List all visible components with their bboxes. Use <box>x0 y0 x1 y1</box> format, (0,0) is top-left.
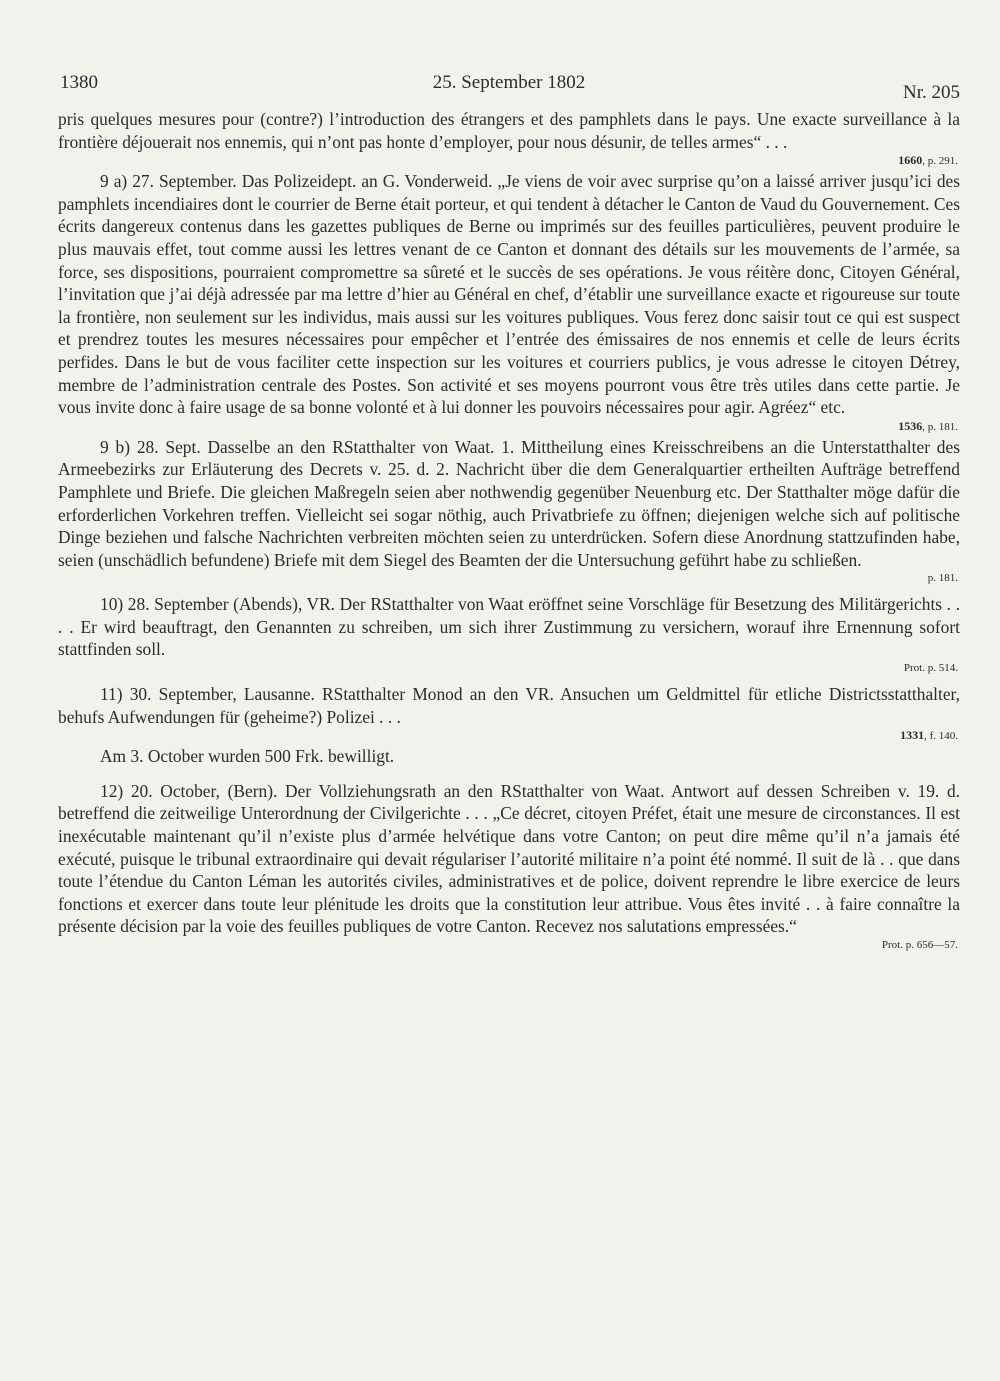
source-reference: p. 181. <box>927 572 958 585</box>
document-number: Nr. 205 <box>903 82 960 103</box>
paragraph-10-text: 10) 28. September (Abends), VR. Der RStatthalter von Waat eröffnet seine Vorschläge für Besetzung des Militärgerichts . . . . Er wird beauftragt, den Genannten zu schreiben, um sich ihrer Zustimmung zu versichern, worauf ihre Ernennung sofort stattfinden soll. <box>58 594 960 660</box>
source-number: 1331 <box>900 728 925 743</box>
paragraph-11: 11) 30. September, Lausanne. RStatthalter Monod an den VR. Ansuchen um Geldmittel für etliche Districtsstatthalter, behufs Aufwendungen für (geheime?) Polizei . . . <box>58 684 960 727</box>
running-title: 25. September 1802 <box>432 72 586 93</box>
source-reference: Prot. p. 514. <box>903 662 958 675</box>
paragraph-12: 12) 20. October, (Bern). Der Vollziehungsrath an den RStatthalter von Waat. Antwort auf dessen Schreiben v. 19. d. betreffend die zeitweilige Unterordnung der Civilgerichte . . . „Ce décret, citoyen Préfet, était une mesure de circonstances. Il est inexécutable maintenant qu’il n’existe plus d’armée helvétique dans votre Canton; on peut dire même qu’il n’a jamais été exécuté, puisque le tribunal extraordinaire qui devait régulariser l’autorité militaire n’a point été nommé. Il suit de là . . que dans toute l’étendue du Canton Léman les autorités civiles, administratives et de police, doivent reprendre le libre exercice de leurs fonctions et exercer dans toute leur plénitude les droits que la constitution leur attribue. Vous êtes invité . . à faire connaître la présente décision par la voie des feuilles publiques de votre Canton. Recevez nos salutations empressées.“ <box>58 780 960 937</box>
source-reference <box>58 417 960 436</box>
source-number: 1660 <box>898 153 923 168</box>
source-reference <box>58 726 960 745</box>
page-header <box>58 68 960 108</box>
paragraph-continuation: pris quelques mesures pour (contre?) l’introduction des étrangers et des pamphlets dans le pays. Une exacte surveillance à la frontière déjouerait nos ennemis, qui n’ont pas honte d’employer, pour nous désunir, de telles armes“ . . . <box>58 109 960 152</box>
paragraph-10 <box>58 593 960 661</box>
paragraph-9a: 9 a) 27. September. Das Polizeidept. an G. Vonderweid. „Je viens de voir avec surprise qu’on a laissé arriver jusqu’ici des pamphlets incendiaires dont le courrier de Berne était porteur, et qui tendent à détacher le Canton de Vaud du Gouvernement. Ces écrits dangereux contenus dans les gazettes publiques de Berne ou imprimés sur des feuilles particulières, peuvent produire le plus mauvais effet, tout comme aussi les lettres venant de ce Canton et donnant des détails sur les mouvements de l’armée, sa force, ses dispositions, pourraient compromettre sa sûreté et le succès de ses opérations. Je vous réitère donc, Citoyen Général, l’invitation que j’ai déjà adressée par ma lettre d’hier au Général en chef, d’établir une surveillance exacte et rigoureuse sur toute la frontière, non seulement sur les individus, mais aussi sur les voitures publiques. Vous ferez donc saisir tout ce qui est suspect et prendrez toutes les mesures nécessaires pour empêcher et l’entrée des émissaires de nos ennemis et celle de leurs écrits perfides. Dans le but de vous faciliter cette inspection sur les voitures et courriers publics, je vous adresse le citoyen Détrey, membre de l’administration centrale des Postes. Son activité et ses moyens pourront vous être très utiles dans cette partie. Je vous invite donc à faire usage de sa bonne volonté et à lui donner les pouvoirs nécessaires pour agir. Agréez“ etc. <box>58 171 960 418</box>
source-reference <box>58 151 960 170</box>
paragraph-9b: 9 b) 28. Sept. Dasselbe an den RStatthalter von Waat. 1. Mittheilung eines Kreisschreibens an die Unterstatthalter des Armeebezirks zur Erläuterung des Decrets v. 25. d. 2. Nachricht über die dem Generalquartier ertheilten Aufträge betreffend Pamphlete und Briefe. Die gleichen Maßregeln seien aber nothwendig gegenüber Neuenburg etc. Der Statthalter möge dafür die erforderlichen Vorkehren treffen. Vielleicht sei sogar nöthig, auch Privatbriefe zu öffnen; diejenigen welche sich auf politische Dinge beziehen und falsche Nachrichten verbreiten möchten seien zu unterdrücken. Sofern diese Anordnung stattzufinden habe, seien (unschädlich befundene) Briefe mit dem Siegel des Beamten der die Untersuchung geführt habe zu schließen. <box>58 436 960 570</box>
source-page: , p. 291. <box>922 155 958 168</box>
paragraph-11-note: Am 3. October wurden 500 Frk. bewilligt. <box>100 746 395 767</box>
source-reference: Prot. p. 656—57. <box>881 939 958 951</box>
source-number: 1536 <box>898 418 923 433</box>
source-page: , p. 181. <box>922 420 958 433</box>
source-page: , f. 140. <box>924 730 958 743</box>
page-number: 1380 <box>60 72 98 93</box>
